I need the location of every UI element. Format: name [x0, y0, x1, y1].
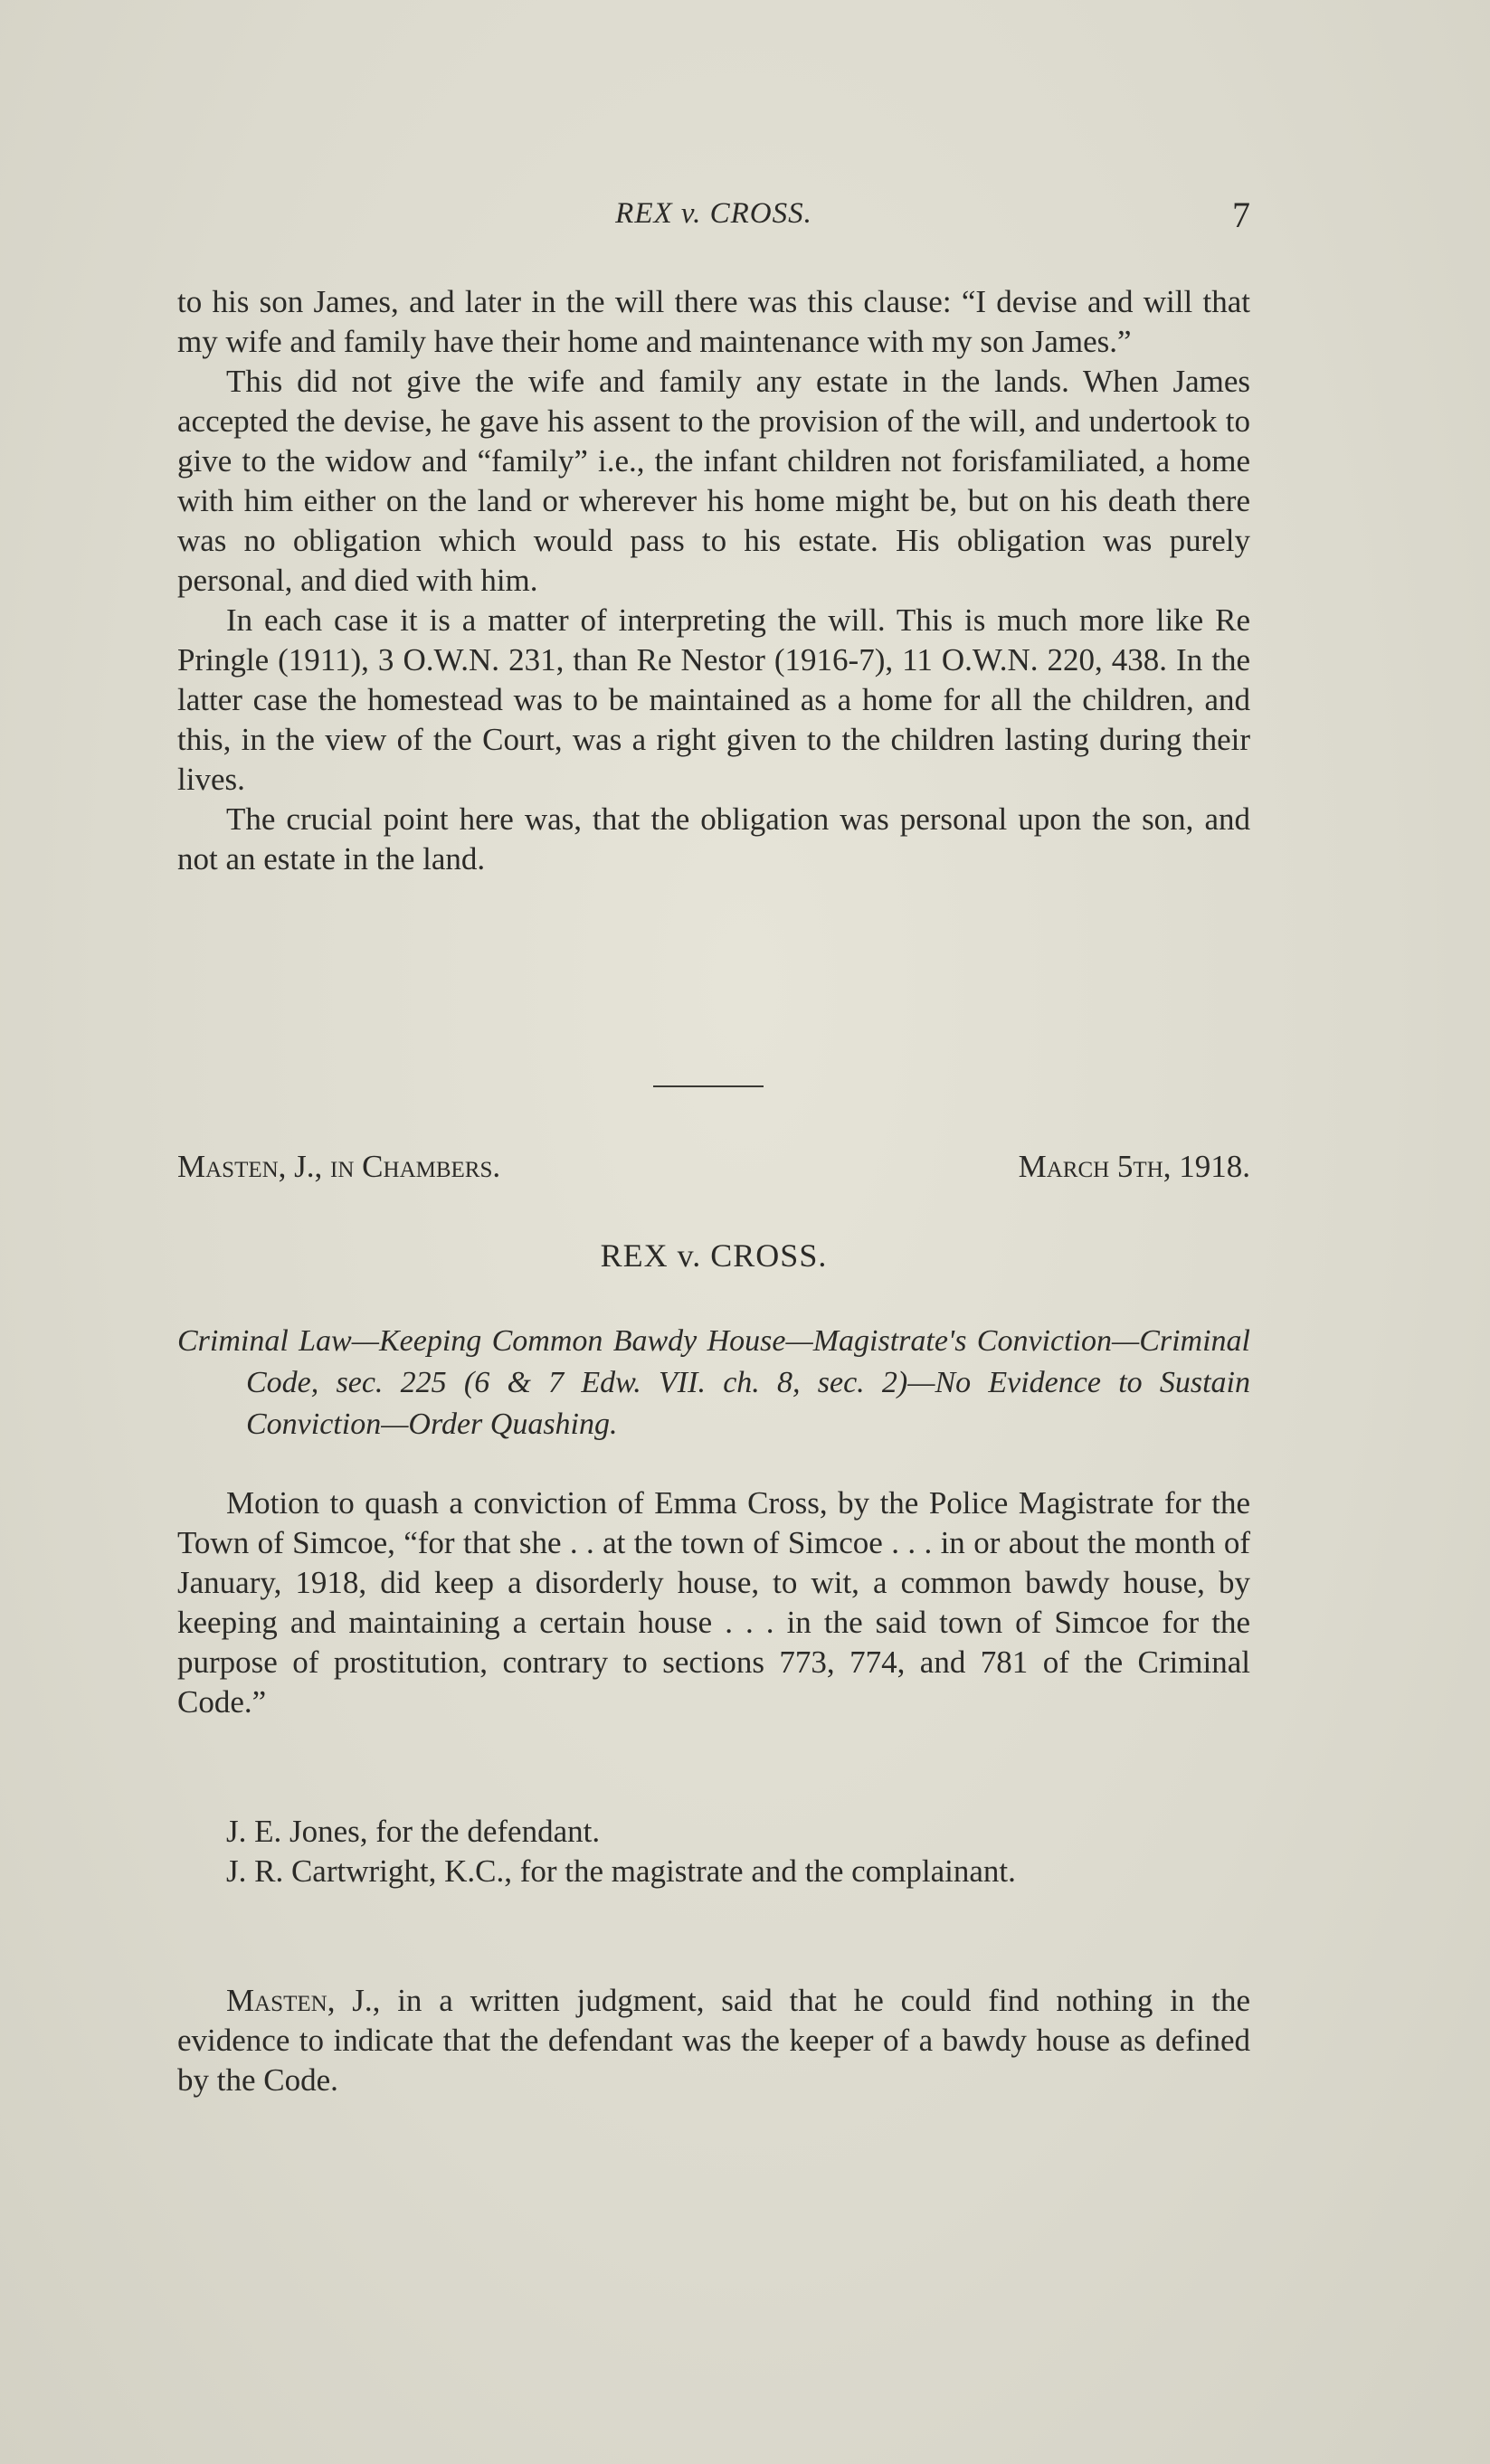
- paragraph: This did not give the wife and family any estate in the lands. When James accepted the devise, he gave his assent to the provision of the will, and undertook to give to the widow and “family” i.e., the infant children not forisfamiliated, a home with him either on the land or wherever his home might be, but on his death there was no obligation which would pass to his estate. His obligation was purely personal, and died with him.: [177, 364, 1250, 598]
- case-header: [177, 1149, 1250, 1194]
- page-number: 7: [1232, 194, 1250, 235]
- counsel-block: [177, 1812, 1250, 1891]
- headnote: [177, 1321, 1250, 1445]
- judge-name: Masten: [226, 1983, 327, 2018]
- running-title: REX v. CROSS.: [615, 197, 812, 230]
- headnote-text: Criminal Law—Keeping Common Bawdy House—Magistrate's Conviction—Criminal Code, sec. 225 (6 & 7 Edw. VII. ch. 8, sec. 2)—No Evidence to Sustain Conviction—Order Quashing.: [177, 1324, 1250, 1441]
- paragraph: In each case it is a matter of interpreting the will. This is much more like Re Pringle (1911), 3 O.W.N. 231, than Re Nestor (1916-7), 11 O.W.N. 220, 438. In the latter case the homestead was to be maintained as a home for all the children, and this, in the view of the Court, was a right given to the children lasting during their lives.: [177, 602, 1250, 797]
- motion-paragraph: Motion to quash a conviction of Emma Cross, by the Police Magistrate for the Town of Simcoe, “for that she . . at the town of Simcoe . . . in or about the month of January, 1918, did keep a disorderly house, to wit, a common bawdy house, by keeping and maintaining a certain house . . . in the said town of Simcoe for the purpose of prostitution, contrary to sections 773, 774, and 781 of the Criminal Code.”: [177, 1485, 1250, 1720]
- judgment-block: [177, 1981, 1250, 2100]
- judgment-paragraph: [177, 1981, 1250, 2100]
- case-date: March 5th, 1918.: [1018, 1149, 1250, 1184]
- paragraph: to his son James, and later in the will there was this clause: “I devise and will that my wife and family have their home and maintenance with my son James.”: [177, 284, 1250, 359]
- motion-block: [177, 1483, 1250, 1722]
- counsel-line: J. E. Jones, for the defendant.: [226, 1814, 601, 1849]
- paragraph: The crucial point here was, that the obligation was personal upon the son, and not an estate in the land.: [177, 801, 1250, 877]
- section-divider: [653, 1085, 764, 1087]
- counsel-line: J. R. Cartwright, K.C., for the magistrate and the complainant.: [226, 1853, 1016, 1889]
- running-head: [177, 194, 1250, 248]
- case-title: REX v. CROSS.: [600, 1237, 828, 1274]
- judgment-text: , J., in a written judgment, said that he could find nothing in the evidence to indicate that the defendant was the keeper of a bawdy house as defined by the Code.: [177, 1983, 1250, 2098]
- case-judge: Masten, J., in Chambers.: [177, 1149, 501, 1184]
- opinion-continuation: [177, 282, 1250, 879]
